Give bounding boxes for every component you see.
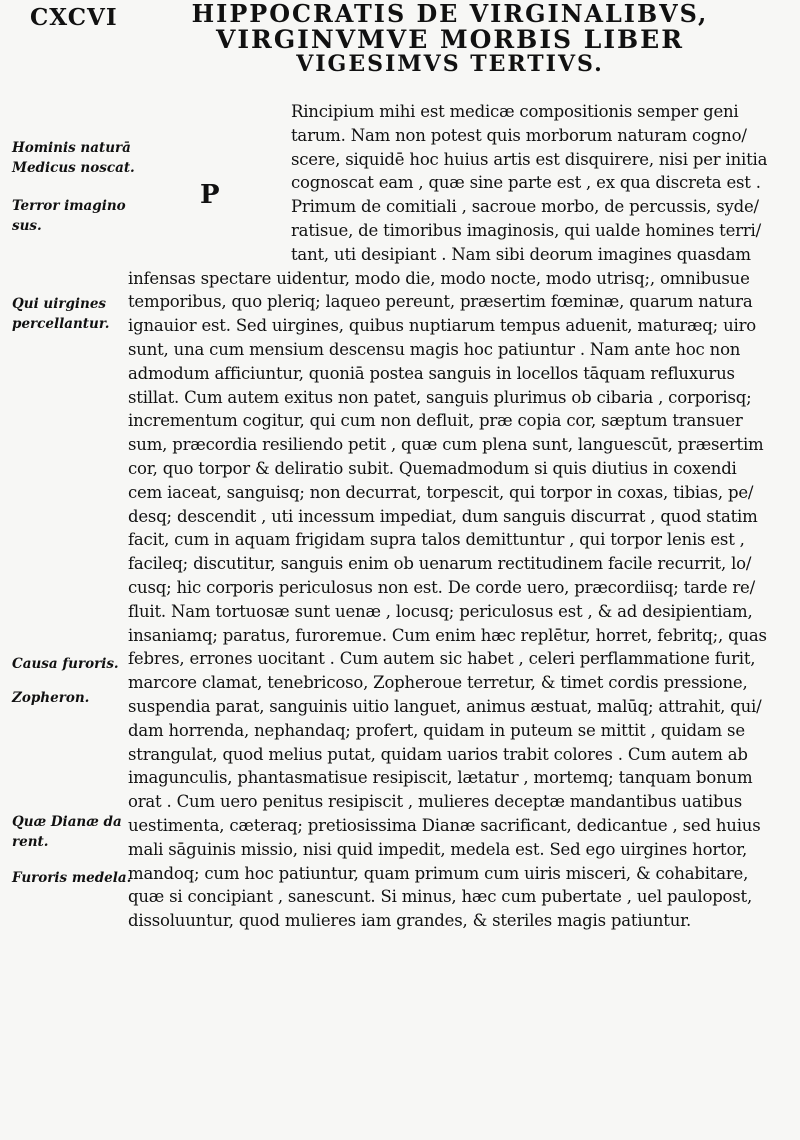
text-line: uestimenta, cæteraq; pretiosissima Dianæ sacrificant, dedicantue , sed huius xyxy=(128,815,761,835)
margin-note-causa-furoris xyxy=(12,654,119,674)
text-line: temporibus, quo pleriq; laqueo pereunt, præsertim fœminæ, quarum natura xyxy=(128,292,753,312)
margin-note-line: Furoris medela. xyxy=(12,870,132,886)
margin-note-line: Terror imagino xyxy=(12,198,126,214)
text-line: fluit. Nam tortuosæ sunt uenæ , locusq; periculosus est , & ad desipientiam, xyxy=(128,601,753,621)
text-line: dissoluuntur, quod mulieres iam grandes, & steriles magis patiuntur. xyxy=(128,911,692,931)
text-line: Primum de comitiali , sacroue morbo, de percussis, syde/ xyxy=(291,197,759,217)
title-line-3: VIGESIMVS TERTIVS. xyxy=(296,51,604,77)
margin-note-line: Causa furoris. xyxy=(12,656,119,672)
text-line: scere, siquidē hoc huius artis est disquirere, nisi per initia xyxy=(291,149,768,169)
text-line: ratisue, de timoribus imaginosis, qui ualde homines terri/ xyxy=(291,220,761,240)
margin-note-terror xyxy=(12,196,126,236)
text-line: cor, quo torpor & deliratio subit. Quemadmodum si quis diutius in coxendi xyxy=(128,458,737,478)
margin-note-line: Hominis naturā xyxy=(12,140,131,156)
text-line: strangulat, quod melius putat, quidam uarios trabit colores . Cum autem ab xyxy=(128,744,748,764)
text-line: tarum. Nam non potest quis morborum naturam cogno/ xyxy=(291,125,747,145)
text-line: suspendia parat, sanguinis uitio languet, animus æstuat, malūq; attrahit, qui/ xyxy=(128,696,762,716)
text-line: mandoq; cum hoc patiuntur, quam primum cum uiris misceri, & cohabitare, xyxy=(128,863,749,883)
margin-note-line: rent. xyxy=(12,834,49,850)
folio-number: CXCVI xyxy=(30,4,118,31)
text-line: marcore clamat, tenebricoso, Zopheroue terretur, & timet cordis pressione, xyxy=(128,673,748,693)
drop-initial: P xyxy=(200,180,220,210)
text-line: imagunculis, phantasmatisue resipiscit, lætatur , mortemq; tanquam bonum xyxy=(128,768,753,788)
margin-note-line: percellantur. xyxy=(12,316,110,332)
text-line: quæ si concipiant , sanescunt. Si minus, hæc cum pubertate , uel paulopost, xyxy=(128,887,753,907)
margin-note-zopheron xyxy=(12,688,89,708)
text-line: tant, uti desipiant . Nam sibi deorum imagines quasdam xyxy=(291,244,751,264)
margin-note-hominis xyxy=(12,138,135,178)
text-line: cusq; hic corporis periculosus non est. De corde uero, præcordiisq; tarde re/ xyxy=(128,577,755,597)
text-line: facileq; discutitur, sanguis enim ob uenarum rectitudinem facile recurrit, lo/ xyxy=(128,554,752,574)
text-line: cem iaceat, sanguisq; non decurrat, torpescit, qui torpor in coxas, tibias, pe/ xyxy=(128,482,754,502)
margin-note-line: sus. xyxy=(12,218,42,234)
margin-note-line: Quæ Dianæ da xyxy=(12,814,122,830)
text-line: dam horrenda, nephandaq; profert, quidam in puteum se mittit , quidam se xyxy=(128,720,745,740)
text-line: sunt, una cum mensium descensu magis hoc patiuntur . Nam ante hoc non xyxy=(128,339,741,359)
text-line: insaniamq; paratus, furoremue. Cum enim hæc replētur, horret, febritq;, quas xyxy=(128,625,767,645)
text-line: admodum afficiuntur, quoniā postea sanguis in locellos tāquam refluxurus xyxy=(128,363,735,383)
text-line: cognoscat eam , quæ sine parte est , ex qua discreta est . xyxy=(291,173,761,193)
text-line: mali sāguinis missio, nisi quid impedit, medela est. Sed ego uirgines hortor, xyxy=(128,839,748,859)
margin-note-uirgines xyxy=(12,294,109,334)
text-line: infensas spectare uidentur, modo die, modo nocte, modo utrisq;, omnibusue xyxy=(128,268,750,288)
title-line-1: HIPPOCRATIS DE VIRGINALIBVS, xyxy=(191,0,709,28)
text-line: desq; descendit , uti incessum impediat, dum sanguis discurrat , quod statim xyxy=(128,506,758,526)
margin-note-line: Medicus noscat. xyxy=(12,160,135,176)
text-line: stillat. Cum autem exitus non patet, sanguis plurimus ob cibaria , corporisq; xyxy=(128,387,752,407)
margin-note-dianae xyxy=(12,812,122,852)
margin-note-line: Qui uirgines xyxy=(12,296,107,312)
text-line: sum, præcordia resiliendo petit , quæ cum plena sunt, languescūt, præsertim xyxy=(128,435,764,455)
text-line: orat . Cum uero penitus resipiscit , mulieres deceptæ mandantibus uatibus xyxy=(128,792,743,812)
text-line: facit, cum in aquam frigidam supra talos demittuntur , qui torpor lenis est , xyxy=(128,530,745,550)
text-line: ignauior est. Sed uirgines, quibus nuptiarum tempus aduenit, maturæq; uiro xyxy=(128,316,756,336)
body-text xyxy=(128,100,778,933)
title-line-2: VIRGINVMVE MORBIS LIBER xyxy=(215,25,685,54)
margin-note-line: Zopheron. xyxy=(12,690,90,706)
text-line: Rincipium mihi est medicæ compositionis semper geni xyxy=(291,102,739,121)
text-line: incrementum cogitur, qui cum non defluit, præ copia cor, sæptum transuer xyxy=(128,411,743,431)
text-line: febres, errones uocitant . Cum autem sic habet , celeri perflammatione furit, xyxy=(128,649,756,669)
margin-note-furoris-medela xyxy=(12,868,131,888)
margin-notes xyxy=(0,0,135,1140)
chapter-title xyxy=(190,2,710,77)
